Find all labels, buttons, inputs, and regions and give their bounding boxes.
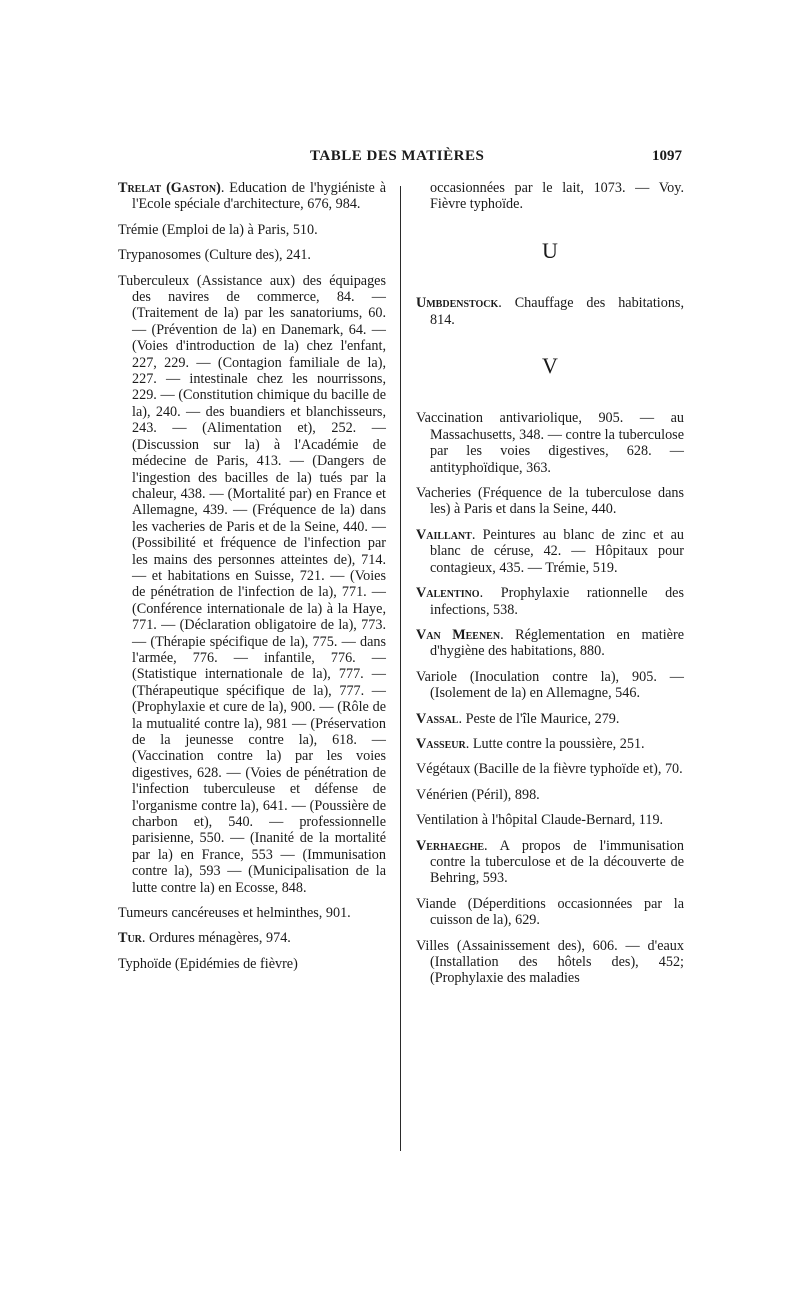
entry-author: Tur (118, 930, 142, 947)
entry-text: Villes (Assainissement des), 606. — d'eaux (Installation des hôtels des), 452; (Prophylaxie des maladies (416, 937, 684, 987)
index-entry (416, 896, 684, 929)
index-entry (416, 938, 684, 987)
entry-text: Vénérien (Péril), 898. (416, 786, 540, 803)
entry-text: . Prophylaxie rationnelle des infections, 538. (430, 585, 684, 618)
index-entry (416, 180, 684, 213)
entry-text: Vaccination antivariolique, 905. — au Massachusetts, 348. — contre la tuberculose par les voies digestives, 628. — antityphoïdique, 363. (416, 410, 684, 476)
index-entry (118, 930, 386, 946)
entry-text: . Peintures au blanc de zinc et au blanc de céruse, 42. — Hôpitaux pour contagieux, 435. — Trémie, 519. (430, 526, 684, 576)
index-entry (118, 956, 386, 972)
index-entry (416, 295, 684, 328)
entry-text: . Ordures ménagères, 974. (141, 930, 291, 947)
page-number: 1097 (652, 148, 682, 164)
entry-text: Tumeurs cancéreuses et helminthes, 901. (118, 905, 351, 922)
entry-text: Ventilation à l'hôpital Claude-Bernard, 119. (416, 812, 664, 829)
entry-text: . Lutte contre la poussière, 251. (465, 735, 645, 752)
section-letter-u: U (542, 237, 558, 263)
index-entry (416, 627, 684, 660)
entry-author: Vaillant (416, 526, 472, 543)
index-entry (118, 247, 386, 263)
entry-text: Viande (Déperditions occasionnées par la cuisson de la), 629. (416, 895, 684, 929)
index-entry (416, 485, 684, 518)
entry-author: Vasseur (416, 735, 466, 752)
entry-text: Tuberculeux (Assistance aux) des équipages des navires de commerce, 84. — (Traitement de la) par les sanatoriums, 60. — (Prévention de la) en Danemark, 64. — (Voies d'introduction de la) chez l'enfant, 227, 229. — (Contagion familiale de la), 227. — intestinale chez les nourrissons, 229. — (Constitution chimique du bacille de la), 240. — des buandiers et blanchisseurs, 243. — (Alimentation et), 252. — (Discussion sur la) à l'Académie de médecine de Paris, 413. — (Dangers de l'ingestion des bacilles de la) tués par la chaleur, 438. — (Mortalité par) en France et Allemagne, 439. — (Fréquence de la) dans les vacheries de Paris et de la Seine, 440. — (Possibilité et fréquence de l'infection par les mains des personnes atteintes de), 714. — et habitations en Suisse, 721. — (Voies de pénétration de l'infection de la), 771. — (Conférence internationale de la) à la Haye, 771. — (Déclaration obligatoire de la), 773. — (Thérapie spécifique de la), 775. — dans l'armée, 776. — infantile, 776. — (Statistique internationale de la), 777. — (Thérapeutique spécifique de la), 777. — (Prophylaxie et cure de la), 900. — (Rôle de la mutualité contre la), 981 — (Préservation de la jeunesse contre la), 618. — (Vaccination contre la) par les voies digestives, 628. — (Voies de pénétration de l'infection tuberculeuse et défense de l'organisme contre la), 641. — (Poussière de charbon et), 540. — professionnelle parisienne, 550. — (Inanité de la mortalité par la) en France, 553 — (Immunisation contre la), 593 — (Municipalisation de la lutte contre la) en Ecosse, 848. (118, 272, 386, 896)
entry-author: Valentino (416, 585, 480, 602)
entry-author: Verhaeghe (416, 837, 485, 854)
entry-author-firstname: (Gaston) (161, 180, 221, 196)
entry-author: Umbdenstock (416, 295, 499, 312)
index-entry (416, 711, 684, 727)
index-entry (118, 180, 386, 213)
entry-text: . Education de l'hygiéniste à l'Ecole spéciale d'architecture, 676, 984. (132, 180, 386, 213)
index-entry (416, 838, 684, 887)
section-v-entries (416, 410, 684, 986)
index-entry (416, 669, 684, 702)
index-entry (416, 410, 684, 476)
index-entry (416, 812, 684, 828)
index-entry (118, 222, 386, 238)
entry-author: Van Meenen (416, 626, 501, 643)
left-column (118, 180, 386, 981)
entry-text: Variole (Inoculation contre la), 905. — (Isolement de la) en Allemagne, 546. (416, 668, 684, 702)
index-entry (416, 787, 684, 803)
entry-text: occasionnées par le lait, 1073. — Voy. Fièvre typhoïde. (430, 180, 684, 213)
right-column-continuation (416, 180, 684, 213)
entry-text: . A propos de l'immunisation contre la tuberculose et de la découverte de Behring, 593. (430, 837, 684, 887)
entry-text: Trypanosomes (Culture des), 241. (118, 247, 311, 264)
entry-author: Vassal (416, 710, 459, 727)
entry-author: Trelat (118, 180, 162, 196)
index-entry (416, 736, 684, 752)
entry-text: Typhoïde (Epidémies de fièvre) (118, 955, 298, 972)
section-u-entries (416, 295, 684, 328)
running-title: TABLE DES MATIÈRES (310, 148, 485, 164)
page-header (0, 148, 800, 172)
section-letter-v: V (542, 353, 558, 379)
entry-text: . Chauffage des habitations, 814. (430, 295, 684, 328)
entry-text: . Peste de l'île Maurice, 279. (458, 710, 620, 727)
column-divider (400, 186, 401, 1151)
index-entry (416, 527, 684, 576)
entry-text: . Réglementation en matière d'hygiène des habitations, 880. (430, 626, 684, 660)
index-entry (416, 761, 684, 777)
index-entry (118, 905, 386, 921)
right-column (416, 180, 684, 996)
entry-text: Vacheries (Fréquence de la tuberculose dans les) à Paris et dans la Seine, 440. (416, 485, 684, 518)
entry-text: Trémie (Emploi de la) à Paris, 510. (118, 221, 318, 238)
index-entry (118, 273, 386, 896)
index-entry (416, 585, 684, 618)
entry-text: Végétaux (Bacille de la fièvre typhoïde et), 70. (416, 761, 683, 778)
